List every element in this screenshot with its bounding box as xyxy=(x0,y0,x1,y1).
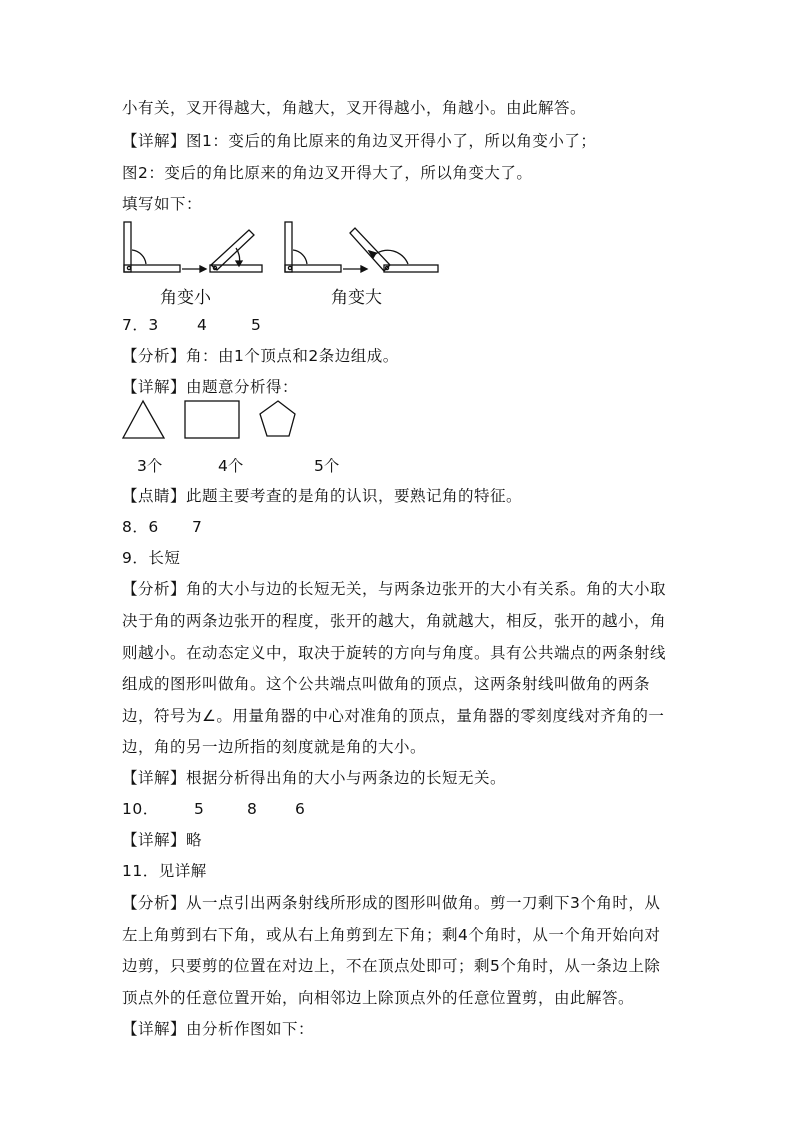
angle-arc xyxy=(374,250,408,264)
text-line: 小有关，叉开得越大，角越大，叉开得越小，角越小。由此解答。 xyxy=(122,99,587,117)
text-line: 【点睛】此题主要考查的是角的认识，要熟记角的特征。 xyxy=(122,487,523,505)
q10-answer: 10． 5 8 6 xyxy=(122,800,306,818)
q8-answer: 8．6 7 xyxy=(122,518,203,536)
text-line: 组成的图形叫做角。这个公共端点叫做角的顶点，这两条射线叫做角的两条 xyxy=(122,675,651,693)
text-line: 【详解】图1：变后的角比原来的角边叉开得小了，所以角变小了； xyxy=(122,132,597,150)
pivot xyxy=(288,266,291,269)
text-line: 边，角的另一边所指的刻度就是角的大小。 xyxy=(122,738,427,756)
angle-arc xyxy=(293,250,307,264)
caption-larger: 角变大 xyxy=(331,288,382,308)
q7-answer: 7．3 4 5 xyxy=(122,316,262,334)
shapes-figure xyxy=(118,398,318,443)
text-line: 【分析】从一点引出两条射线所形成的图形叫做角。剪一刀剩下3个角时，从 xyxy=(122,894,661,912)
text-line: 【详解】由题意分析得： xyxy=(122,378,299,396)
text-line: 边，符号为∠。用量角器的中心对准角的顶点，量角器的零刻度线对齐角的一 xyxy=(122,707,665,725)
text-line: 边剪，只要剪的位置在对边上，不在顶点处即可；剩5个角时，从一条边上除 xyxy=(122,957,661,975)
text-line: 图2：变后的角比原来的角边叉开得大了，所以角变大了。 xyxy=(122,164,533,182)
q11-title: 11．见详解 xyxy=(122,862,207,880)
count-pentagon: 5个 xyxy=(314,457,340,475)
q9-title: 9．长短 xyxy=(122,549,181,567)
text-line: 决于角的两条边张开的程度，张开的越大，角就越大，相反，张开的越小，角 xyxy=(122,612,667,630)
rectangle-shape xyxy=(185,401,239,438)
pivot xyxy=(127,266,130,269)
angle-change-figure xyxy=(118,218,448,280)
pentagon-shape xyxy=(260,401,295,436)
text-line: 【分析】角的大小与边的长短无关，与两条边张开的大小有关系。角的大小取 xyxy=(122,580,667,598)
caption-smaller: 角变小 xyxy=(160,288,211,308)
text-line: 则越小。在动态定义中，取决于旋转的方向与角度。具有公共端点的两条射线 xyxy=(122,644,667,662)
angle-arc xyxy=(132,250,146,264)
horizontal-bar xyxy=(285,265,341,272)
horizontal-bar xyxy=(384,265,438,272)
text-line: 【详解】由分析作图如下： xyxy=(122,1020,315,1038)
text-line: 填写如下： xyxy=(122,195,203,213)
count-triangle: 3个 xyxy=(137,457,163,475)
slanted-bar xyxy=(211,230,254,270)
text-line: 顶点外的任意位置开始，向相邻边上除顶点外的任意位置剪，由此解答。 xyxy=(122,989,635,1007)
count-rectangle: 4个 xyxy=(218,457,244,475)
horizontal-bar xyxy=(124,265,180,272)
text-line: 【分析】角：由1个顶点和2条边组成。 xyxy=(122,347,399,365)
text-line: 左上角剪到右下角，或从右上角剪到左下角；剩4个角时，从一个角开始向对 xyxy=(122,926,661,944)
text-line: 【详解】根据分析得出角的大小与两条边的长短无关。 xyxy=(122,769,507,787)
text-line: 【详解】略 xyxy=(122,831,203,849)
triangle-shape xyxy=(123,401,164,438)
